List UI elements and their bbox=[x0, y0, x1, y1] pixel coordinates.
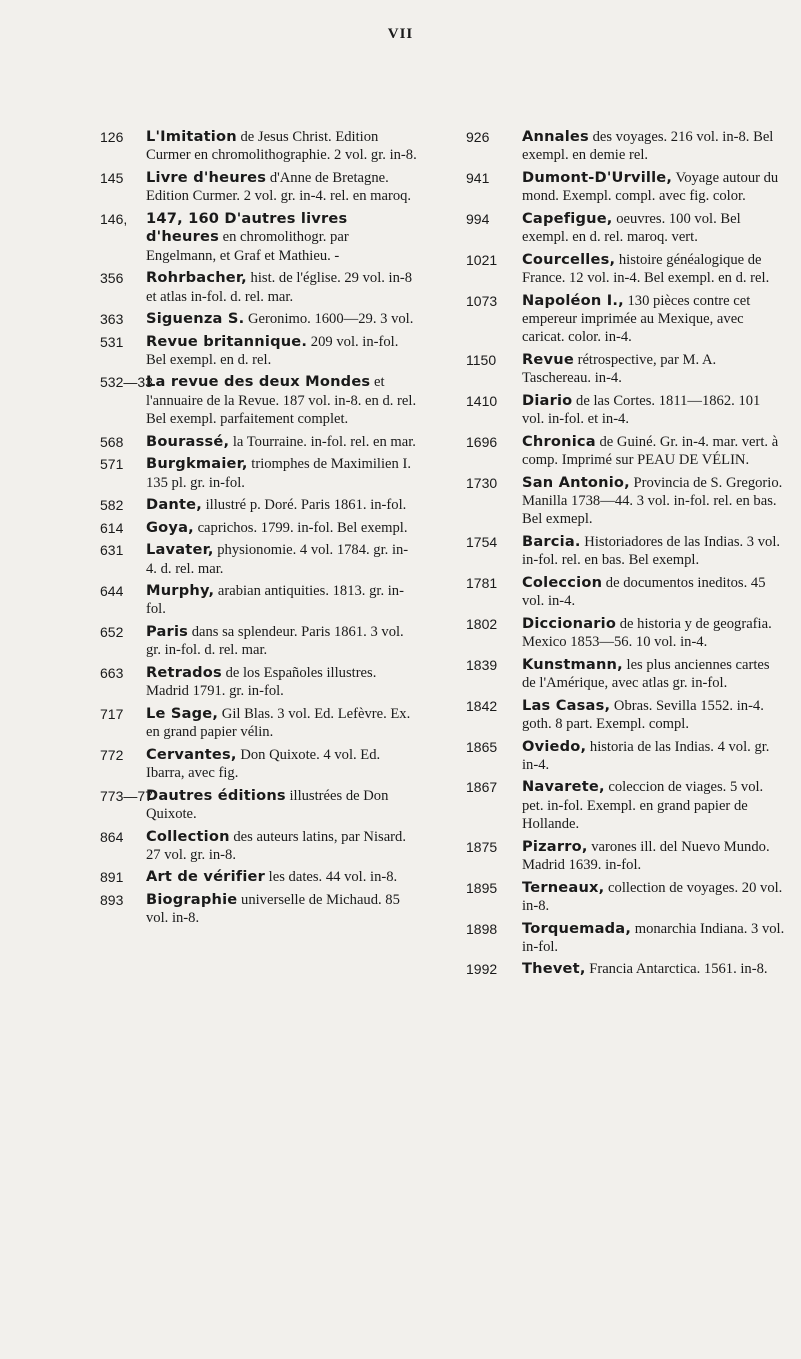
lot-number: 1150 bbox=[466, 351, 497, 368]
entry-heading: Oviedo, bbox=[522, 737, 587, 755]
entry-text: hist. de l'église. 29 vol. in-8 et atlas in-fol. d. rel. mar. bbox=[146, 270, 413, 305]
catalog-entry bbox=[100, 269, 418, 306]
lot-number: 941 bbox=[466, 169, 490, 186]
lot-number: 1730 bbox=[466, 474, 498, 491]
entry-heading: Goya, bbox=[146, 518, 194, 536]
catalog-entry bbox=[466, 879, 786, 916]
entry-text: Geronimo. 1600—29. 3 vol. bbox=[244, 311, 414, 328]
entry-text: rétrospective, par M. A. Taschereau. in-4. bbox=[522, 351, 717, 387]
entry-text: universelle de Michaud. 85 vol. in-8. bbox=[146, 891, 400, 927]
lot-number: 1802 bbox=[466, 615, 498, 632]
catalog-entry bbox=[466, 128, 786, 165]
catalog-entry bbox=[100, 210, 418, 265]
lot-number: 614 bbox=[100, 519, 124, 536]
catalog-entry bbox=[466, 697, 786, 734]
lot-number: 773—77 bbox=[100, 787, 153, 804]
entry-text: de Guiné. Gr. in-4. mar. vert. à comp. Imprimé sur PEAU DE VÉLIN. bbox=[522, 433, 779, 469]
catalog-entry bbox=[100, 828, 418, 865]
entry-heading: Navarete, bbox=[522, 778, 605, 796]
catalog-entry bbox=[100, 868, 418, 886]
entry-text: Francia Antarctica. 1561. in-8. bbox=[585, 961, 768, 978]
catalog-entry bbox=[100, 496, 418, 514]
entry-heading: Napoléon I., bbox=[522, 291, 624, 309]
entry-text: oeuvres. 100 vol. Bel exempl. en d. rel. maroq. vert. bbox=[522, 210, 741, 246]
entry-text: et l'annuaire de la Revue. 187 vol. in-8. en d. rel. Bel exempl. parfaitement complet. bbox=[146, 374, 417, 428]
entry-text: Obras. Sevilla 1552. in-4. goth. 8 part. Exempl. compl. bbox=[522, 697, 764, 732]
entry-heading: Terneaux, bbox=[522, 878, 605, 896]
entry-heading: Torquemada, bbox=[522, 919, 632, 937]
lot-number: 893 bbox=[100, 891, 124, 908]
catalog-entry bbox=[100, 455, 418, 492]
entry-text: en chromolithogr. par Engelmann, et Graf et Mathieu. - bbox=[146, 229, 349, 264]
catalog-entry bbox=[466, 738, 786, 775]
entry-heading: Siguenza S. bbox=[146, 310, 245, 328]
entry-heading: Revue bbox=[522, 350, 574, 368]
lot-number: 864 bbox=[100, 828, 124, 845]
catalog-entry bbox=[466, 251, 786, 288]
catalog-entry bbox=[466, 474, 786, 529]
entry-heading: L'Imitation bbox=[146, 128, 237, 145]
entry-heading: Las Casas, bbox=[522, 696, 611, 714]
entry-text: varones ill. del Nuevo Mundo. Madrid 1639. in-fol. bbox=[522, 838, 770, 874]
entry-heading: Chronica bbox=[522, 432, 596, 450]
catalog-entry bbox=[100, 664, 418, 701]
right-column bbox=[466, 128, 786, 983]
entry-text: 209 vol. in-fol. Bel exempl. en d. rel. bbox=[146, 333, 399, 368]
catalog-entry bbox=[100, 373, 418, 428]
entry-heading: Le Sage, bbox=[146, 704, 219, 722]
entry-text: histoire généalogique de France. 12 vol. in-4. Bel exempl. en d. rel. bbox=[522, 251, 770, 287]
catalog-entry bbox=[466, 574, 786, 611]
entry-heading: Dante, bbox=[146, 496, 202, 514]
entry-text: illustré p. Doré. Paris 1861. in-fol. bbox=[201, 497, 407, 514]
lot-number: 652 bbox=[100, 623, 124, 640]
entry-text: coleccion de viages. 5 vol. pet. in-fol. Exempl. en grand papier de Hollande. bbox=[522, 779, 764, 833]
lot-number: 1865 bbox=[466, 738, 498, 755]
catalog-entry bbox=[100, 705, 418, 742]
entry-heading: Barcia. bbox=[522, 532, 581, 550]
entry-text: illustrées de Don Quixote. bbox=[146, 787, 389, 822]
catalog-entry bbox=[466, 778, 786, 833]
catalog-entry bbox=[100, 333, 418, 370]
entry-text: de Jesus Christ. Edition Curmer en chromolithographie. 2 vol. gr. in-8. bbox=[146, 129, 417, 164]
lot-number: 644 bbox=[100, 583, 124, 600]
entry-text: 130 pièces contre cet empereur imprimée au Mexique, avec caricat. color. in-4. bbox=[522, 292, 751, 346]
entry-heading: La revue des deux Mondes bbox=[146, 373, 371, 391]
entry-text: de documentos ineditos. 45 vol. in-4. bbox=[522, 574, 766, 610]
entry-text: des voyages. 216 vol. in-8. Bel exempl. en demie rel. bbox=[522, 129, 774, 164]
entry-text: les dates. 44 vol. in-8. bbox=[265, 869, 398, 886]
lot-number: 1696 bbox=[466, 433, 498, 450]
entry-heading: 147, 160 D'autres livres d'heures bbox=[146, 209, 348, 246]
entry-text: Voyage autour du mond. Exempl. compl. avec fig. color. bbox=[522, 169, 779, 205]
lot-number: 531 bbox=[100, 333, 124, 350]
entry-text: physionomie. 4 vol. 1784. gr. in-4. d. rel. mar. bbox=[146, 542, 409, 577]
catalog-entry bbox=[466, 920, 786, 957]
page-number: VII bbox=[387, 26, 414, 42]
lot-number: 1842 bbox=[466, 697, 498, 714]
entry-heading: Burgkmaier, bbox=[146, 455, 248, 473]
left-column bbox=[100, 128, 418, 932]
entry-heading: Dumont-D'Urville, bbox=[522, 168, 673, 186]
entry-heading: Retrados bbox=[146, 663, 222, 681]
entry-heading: Rohrbacher, bbox=[146, 269, 247, 287]
catalog-entry bbox=[100, 623, 418, 660]
entry-heading: Art de vérifier bbox=[146, 868, 266, 886]
lot-number: 717 bbox=[100, 705, 124, 722]
lot-number: 631 bbox=[100, 542, 124, 559]
catalog-entry bbox=[466, 210, 786, 247]
entry-heading: Livre d'heures bbox=[146, 168, 267, 186]
lot-number: 532—33 bbox=[100, 374, 153, 391]
entry-heading: Coleccion bbox=[522, 573, 603, 591]
lot-number: 891 bbox=[100, 869, 124, 886]
catalog-entry bbox=[466, 656, 786, 693]
entry-heading: Pizarro, bbox=[522, 837, 588, 855]
lot-number: 145 bbox=[100, 169, 124, 186]
entry-text: Gil Blas. 3 vol. Ed. Lefèvre. Ex. en grand papier vélin. bbox=[146, 705, 411, 741]
lot-number: 568 bbox=[100, 433, 124, 450]
lot-number: 926 bbox=[466, 129, 490, 145]
entry-heading: San Antonio, bbox=[522, 473, 630, 491]
entry-text: de historia y de geografia. Mexico 1853—56. 10 vol. in-4. bbox=[522, 615, 772, 651]
lot-number: 994 bbox=[466, 210, 490, 227]
catalog-entry bbox=[100, 787, 418, 824]
catalog-entry bbox=[466, 615, 786, 652]
entry-text: Historiadores de las Indias. 3 vol. in-fol. rel. en bas. Bel exempl. bbox=[522, 533, 781, 569]
lot-number: 1839 bbox=[466, 656, 498, 673]
entry-text: Don Quixote. 4 vol. Ed. Ibarra, avec fig. bbox=[146, 746, 381, 782]
entry-heading: Annales bbox=[522, 128, 589, 145]
entry-text: caprichos. 1799. in-fol. Bel exempl. bbox=[193, 519, 408, 536]
lot-number: 126 bbox=[100, 129, 124, 145]
catalog-entry bbox=[466, 960, 786, 978]
entry-text: collection de voyages. 20 vol. in-8. bbox=[522, 879, 783, 915]
entry-heading: Diario bbox=[522, 391, 573, 409]
lot-number: 1073 bbox=[466, 292, 498, 309]
entry-text: Provincia de S. Gregorio. Manilla 1738—44. 3 vol. in-fol. rel. en bas. Bel exmepl. bbox=[522, 474, 783, 528]
entry-heading: Paris bbox=[146, 622, 189, 640]
entry-text: triomphes de Maximilien I. 135 pl. gr. in-fol. bbox=[146, 456, 411, 491]
entry-heading: Kunstmann, bbox=[522, 655, 623, 673]
catalog-entry bbox=[100, 519, 418, 537]
entry-heading: Diccionario bbox=[522, 614, 617, 632]
catalog-entry bbox=[466, 533, 786, 570]
lot-number: 1781 bbox=[466, 574, 498, 591]
entry-heading: Collection bbox=[146, 827, 230, 845]
lot-number: 146, bbox=[100, 210, 128, 227]
entry-heading: Dautres éditions bbox=[146, 786, 286, 804]
entry-text: de las Cortes. 1811—1862. 101 vol. in-fol. et in-4. bbox=[522, 392, 761, 428]
entry-text: la Tourraine. in-fol. rel. en mar. bbox=[229, 433, 416, 450]
lot-number: 1875 bbox=[466, 838, 498, 855]
catalog-entry bbox=[100, 169, 418, 206]
catalog-entry bbox=[100, 891, 418, 928]
lot-number: 1898 bbox=[466, 920, 498, 937]
entry-heading: Bourassé, bbox=[146, 432, 230, 450]
lot-number: 356 bbox=[100, 270, 124, 287]
entry-heading: Capefigue, bbox=[522, 209, 613, 227]
lot-number: 1867 bbox=[466, 779, 498, 796]
lot-number: 1021 bbox=[466, 251, 498, 268]
entry-text: les plus anciennes cartes de l'Amérique, avec atlas gr. in-fol. bbox=[522, 656, 770, 692]
lot-number: 1895 bbox=[466, 879, 498, 896]
entry-heading: Lavater, bbox=[146, 541, 214, 559]
entry-heading: Thevet, bbox=[522, 960, 586, 978]
entry-text: historia de las Indias. 4 vol. gr. in-4. bbox=[522, 738, 770, 773]
lot-number: 582 bbox=[100, 497, 124, 514]
catalog-entry bbox=[466, 169, 786, 206]
lot-number: 772 bbox=[100, 746, 124, 763]
lot-number: 571 bbox=[100, 456, 124, 473]
catalog-entry bbox=[466, 392, 786, 429]
lot-number: 363 bbox=[100, 311, 124, 328]
entry-text: des auteurs latins, par Nisard. 27 vol. gr. in-8. bbox=[146, 828, 406, 863]
entry-text: dans sa splendeur. Paris 1861. 3 vol. gr. in-fol. d. rel. mar. bbox=[146, 623, 404, 659]
lot-number: 1410 bbox=[466, 392, 498, 409]
catalog-entry bbox=[100, 746, 418, 783]
entry-text: arabian antiquities. 1813. gr. in-fol. bbox=[146, 583, 404, 618]
catalog-entry bbox=[466, 433, 786, 470]
lot-number: 1992 bbox=[466, 961, 498, 978]
entry-text: monarchia Indiana. 3 vol. in-fol. bbox=[522, 920, 785, 955]
catalog-entry bbox=[100, 310, 418, 328]
catalog-entry bbox=[466, 351, 786, 388]
catalog-entry bbox=[100, 433, 418, 451]
entry-heading: Murphy, bbox=[146, 582, 215, 600]
entry-heading: Revue britannique. bbox=[146, 332, 308, 350]
entry-heading: Biographie bbox=[146, 890, 238, 908]
catalog-entry bbox=[100, 582, 418, 619]
catalog-entry bbox=[100, 541, 418, 578]
entry-text: d'Anne de Bretagne. Edition Curmer. 2 vol. gr. in-4. rel. en maroq. bbox=[146, 169, 412, 205]
lot-number: 663 bbox=[100, 664, 124, 681]
entry-heading: Courcelles, bbox=[522, 250, 616, 268]
entry-text: de los Españoles illustres. Madrid 1791. gr. in-fol. bbox=[146, 664, 377, 700]
catalog-entry bbox=[100, 128, 418, 165]
lot-number: 1754 bbox=[466, 533, 498, 550]
catalog-entry bbox=[466, 292, 786, 347]
entry-heading: Cervantes, bbox=[146, 745, 237, 763]
catalog-entry bbox=[466, 838, 786, 875]
